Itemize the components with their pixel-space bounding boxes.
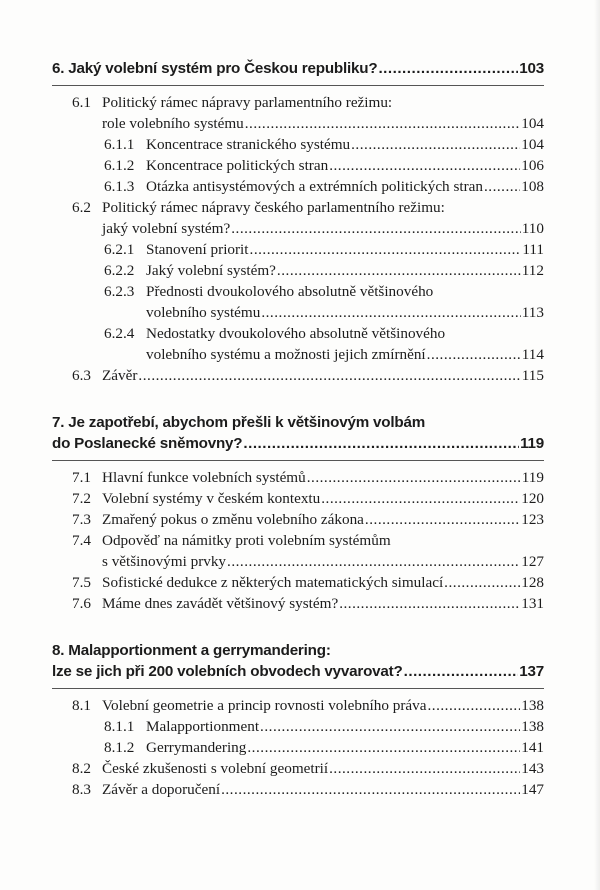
section-body [146,176,544,197]
dot-leader [245,113,520,134]
toc-entry [52,467,544,488]
section-number: 7.3 [72,511,91,528]
section-body [102,92,544,134]
toc-entry [52,92,544,134]
toc-entry [52,323,544,365]
section-page-number: 127 [521,553,544,570]
section-title-line [102,779,544,800]
toc-entry [52,239,544,260]
dot-leader [250,239,522,260]
section-body [102,695,544,716]
section-body [102,530,544,572]
section-title: Máme dnes zavádět většinový systém? [102,595,339,612]
section-title-line [146,134,544,155]
section-page-number: 138 [521,718,544,735]
dot-leader [243,433,519,454]
toc-entry [52,758,544,779]
section-number: 8.1 [72,697,91,714]
section-number: 7.4 [72,532,91,549]
table-of-contents [52,58,544,826]
section-page-number: 104 [521,136,544,153]
section-number: 7.2 [72,490,91,507]
section-title-line [146,176,544,197]
chapter-title-line [52,58,544,79]
section-number: 6.2.3 [104,283,135,300]
section-title-line [102,365,544,386]
section-number: 6.2.2 [104,262,135,279]
section-title-line [146,737,544,758]
section-title: Koncentrace stranického systému [146,136,351,153]
section-title: Politický rámec nápravy českého parlamentního režimu: [102,199,445,216]
section-title-line [102,593,544,614]
section-title: Politický rámec nápravy parlamentního režimu: [102,94,393,111]
chapter-page-number: 103 [519,60,544,77]
toc-chapter [52,58,544,386]
section-body [102,758,544,779]
section-number: 8.1.2 [104,739,135,756]
dot-leader [339,593,520,614]
section-page-number: 119 [521,469,544,486]
section-title-line [146,302,544,323]
section-number: 8.1.1 [104,718,135,735]
section-title: Přednosti dvoukolového absolutně většinového [146,283,434,300]
section-page-number: 123 [521,511,544,528]
section-title-line [102,488,544,509]
section-page-number: 104 [521,115,544,132]
chapter-title: lze se jich při 200 volebních obvodech vyvarovat? [52,663,403,680]
section-title-line [102,530,544,551]
section-body [102,365,544,386]
section-title-line [102,467,544,488]
section-title-line [102,197,544,218]
toc-entry [52,155,544,176]
toc-entry [52,488,544,509]
section-number: 6.2 [72,199,91,216]
section-page-number: 110 [521,220,544,237]
section-body [102,467,544,488]
toc-entry [52,779,544,800]
section-page-number: 131 [521,595,544,612]
toc-entry [52,695,544,716]
section-page-number: 111 [522,241,544,258]
chapter-divider [52,85,544,86]
section-number: 6.1.2 [104,157,135,174]
dot-leader [427,695,520,716]
section-title: Otázka antisystémových a extrémních politických stran [146,178,483,195]
section-body [146,239,544,260]
chapter-title-line [52,661,544,682]
toc-entry [52,593,544,614]
section-title: Hlavní funkce volebních systémů [102,469,306,486]
section-body [102,509,544,530]
chapter-title-line [52,412,544,433]
toc-entry [52,530,544,572]
toc-chapter [52,412,544,614]
dot-leader [329,155,520,176]
dot-leader [277,260,521,281]
toc-entry [52,737,544,758]
section-title-line [146,155,544,176]
section-title: jaký volební systém? [102,220,231,237]
section-body [102,197,544,239]
section-title-line [102,758,544,779]
section-title: České zkušenosti s volební geometrií [102,760,329,777]
section-page-number: 106 [521,157,544,174]
dot-leader [365,509,520,530]
section-page-number: 115 [521,367,544,384]
dot-leader [444,572,520,593]
section-title: Nedostatky dvoukolového absolutně většinového [146,325,446,342]
section-title: role volebního systému [102,115,244,132]
section-page-number: 113 [521,304,544,321]
section-title-line [146,239,544,260]
section-body [146,260,544,281]
section-title-line [102,218,544,239]
section-body [146,737,544,758]
chapter-page-number: 137 [519,663,544,680]
section-title: Volební geometrie a princip rovnosti volebního práva [102,697,427,714]
section-number: 7.6 [72,595,91,612]
section-body [102,488,544,509]
section-number: 6.3 [72,367,91,384]
chapter-title-line [52,433,544,454]
chapter-title: 8. Malapportionment a gerrymandering: [52,642,331,659]
section-title: Jaký volební systém? [146,262,276,279]
dot-leader [247,737,520,758]
section-title: volebního systému a možnosti jejich zmírnění [146,346,426,363]
section-title: Závěr [102,367,138,384]
toc-chapter [52,640,544,800]
section-title-line [102,695,544,716]
section-title-line [146,281,544,302]
section-number: 6.2.1 [104,241,135,258]
chapter-divider [52,460,544,461]
section-page-number: 141 [521,739,544,756]
dot-leader [321,488,520,509]
section-page-number: 108 [521,178,544,195]
section-title: Volební systémy v českém kontextu [102,490,321,507]
toc-entry [52,365,544,386]
section-body [102,779,544,800]
section-title: s většinovými prvky [102,553,227,570]
section-title-line [146,323,544,344]
section-title-line [146,716,544,737]
chapter-title: 6. Jaký volební systém pro Českou republiku? [52,60,378,77]
dot-leader [227,551,520,572]
dot-leader [231,218,521,239]
chapter-page-number: 119 [520,435,544,452]
section-number: 7.5 [72,574,91,591]
dot-leader [427,344,521,365]
chapter-divider [52,688,544,689]
section-page-number: 138 [521,697,544,714]
section-title-line [146,260,544,281]
dot-leader [138,365,520,386]
section-body [102,572,544,593]
section-number: 8.2 [72,760,91,777]
section-title-line [102,572,544,593]
section-title-line [146,344,544,365]
toc-entry [52,509,544,530]
dot-leader [261,302,520,323]
section-title: Gerrymandering [146,739,247,756]
dot-leader [404,661,519,682]
toc-entry [52,134,544,155]
section-number: 6.1.1 [104,136,135,153]
section-body [146,281,544,323]
section-number: 6.1.3 [104,178,135,195]
section-page-number: 147 [521,781,544,798]
section-number: 8.3 [72,781,91,798]
chapter-title: 7. Je zapotřebí, abychom přešli k většinovým volbám [52,414,426,431]
section-body [146,716,544,737]
dot-leader [260,716,520,737]
section-title-line [102,551,544,572]
toc-entry [52,176,544,197]
section-title: Sofistické dedukce z některých matematických simulací [102,574,444,591]
section-title-line [102,509,544,530]
section-title: volebního systému [146,304,261,321]
toc-entry [52,197,544,239]
section-title: Zmařený pokus o změnu volebního zákona [102,511,364,528]
section-page-number: 114 [521,346,544,363]
dot-leader [307,467,521,488]
section-title: Stanovení priorit [146,241,249,258]
section-body [146,155,544,176]
toc-entry [52,281,544,323]
toc-entry [52,572,544,593]
dot-leader [351,134,520,155]
section-title: Koncentrace politických stran [146,157,329,174]
section-page-number: 143 [521,760,544,777]
section-body [146,134,544,155]
section-number: 6.2.4 [104,325,135,342]
section-title-line [102,113,544,134]
chapter-title: do Poslanecké sněmovny? [52,435,243,452]
toc-entry [52,716,544,737]
chapter-title-line [52,640,544,661]
section-title: Závěr a doporučení [102,781,221,798]
section-page-number: 128 [521,574,544,591]
section-number: 6.1 [72,94,91,111]
section-title: Odpověď na námitky proti volebním systémům [102,532,391,549]
section-title: Malapportionment [146,718,260,735]
section-page-number: 120 [521,490,544,507]
dot-leader [378,58,518,79]
dot-leader [329,758,520,779]
section-title-line [102,92,544,113]
section-number: 7.1 [72,469,91,486]
section-body [102,593,544,614]
section-page-number: 112 [521,262,544,279]
dot-leader [221,779,520,800]
toc-entry [52,260,544,281]
dot-leader [484,176,520,197]
section-body [146,323,544,365]
